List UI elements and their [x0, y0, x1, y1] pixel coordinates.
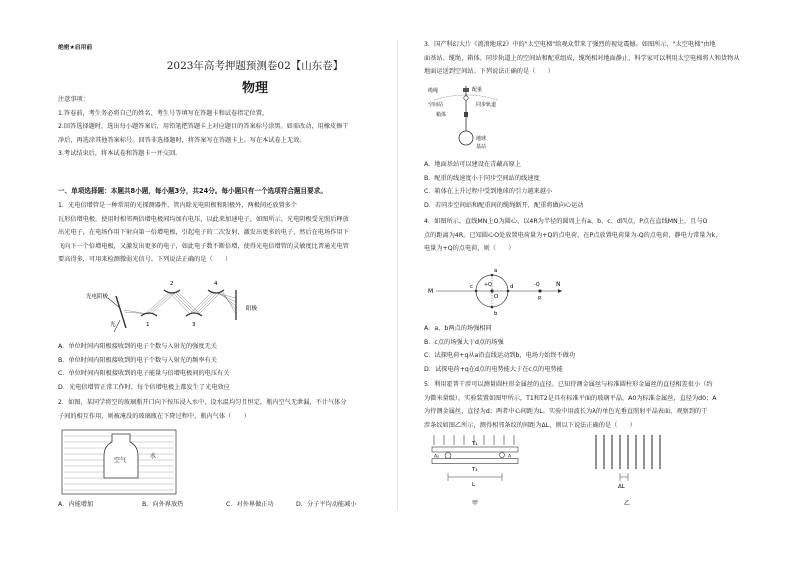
- section-heading: 一、单项选择题：本题共8小题，每小题3分，共24分。每小题只有一个选项符合题目要求。: [58, 187, 327, 195]
- q2-option-d: D．分子平均动能减小: [296, 501, 357, 508]
- l-label: L: [472, 482, 476, 488]
- fig-jia-label: 甲: [472, 500, 479, 507]
- base-label: 基站: [476, 144, 487, 150]
- cathode-label: 光电阴极: [86, 294, 109, 300]
- label-d: d: [510, 284, 514, 290]
- q4-options: [424, 322, 759, 376]
- counterweight-label: 配重: [472, 87, 483, 93]
- q4-option-d: D．试探电荷+q在d点的电势能大于在c点的电势能: [424, 365, 563, 373]
- label-minus-q: -Q: [534, 283, 540, 288]
- q1-option-d: D．光电倍增管正常工作时，每个倍增电极上都发生了光电效应: [58, 383, 230, 391]
- fig-yi-label: 乙: [624, 500, 631, 507]
- label-p: P: [538, 296, 542, 302]
- space-station: [464, 96, 468, 100]
- bottle-water-figure: [60, 428, 178, 496]
- water-label: 水: [150, 453, 157, 460]
- q2-option-a: A．内能增加: [58, 501, 94, 508]
- q5-line: 5．利用霍普干涉可以测量圆柱形金属丝的直径。已知待测金属丝与标准圆柱形金属丝的直径相差很小（约: [424, 381, 713, 388]
- q1-line: 要高得多，可用来检测微弱光信号。下列说法正确的是（ ）: [58, 256, 232, 264]
- question-4: [424, 215, 759, 256]
- counterweight: [463, 88, 469, 92]
- q4-line: 电量为+Q的点电荷，则（ ）: [424, 245, 515, 253]
- q4-line: 4．如图所示，直线MN上O为圆心、以4R为半径的圆周上有a、b、c、d四点，P点在直线MN上，且与O: [424, 218, 708, 225]
- interference-setup-figure: [428, 433, 528, 511]
- interference-fringes-figure: [588, 433, 678, 511]
- q4-option-a: A．a、b两点的场强相同: [424, 325, 492, 332]
- note-item: 2.回答选择题时，选出每小题答案后，用铅笔把答题卡上对应题目的答案标号涂黑。如需改动，用橡皮擦干: [58, 123, 349, 131]
- label-plus-q: +Q: [484, 283, 492, 288]
- q3-line: 地面运送到空间站。下列说法正确的是（ ）: [424, 68, 554, 76]
- label-c: c: [470, 284, 474, 290]
- earth: [459, 131, 473, 145]
- q1-options: [58, 340, 390, 394]
- space-elevator-figure: [426, 84, 526, 154]
- q1-line: 出光电子，在电场作用下射向第一倍增电极，引起电子的二次发射，激发出更多的电子，然后在电场作用下: [58, 229, 349, 237]
- point-d: [507, 290, 510, 293]
- q4-option-c: C．试探电荷+q从a沿直线运动到b，电场力始终不做功: [424, 352, 576, 360]
- q1-line: 1．光电倍增管是一种常用的光探测器件，管内除光电阴极和阳极外，两极间还放置多个: [58, 202, 298, 209]
- wire-a: [500, 453, 505, 458]
- label-m: M: [428, 288, 434, 295]
- dynode-2-number: 2: [170, 281, 174, 287]
- note-item: 3.考试结束后，将本试卷和答题卡一并交回。: [58, 150, 182, 158]
- charge-p: [538, 289, 541, 292]
- dl-label: ΔL: [618, 484, 625, 490]
- q2-line: 2．如图，某同学将空的玻璃瓶开口向下按压浸入水中，设水温均匀且恒定，瓶内空气无泄漏，不计气体分: [58, 399, 347, 406]
- q3-option-a: A．地面基站可以建设在青藏高原上: [424, 161, 522, 168]
- dynode-1-number: 1: [146, 322, 150, 328]
- flat-t1: [432, 447, 518, 452]
- q5-line: 为待测金属丝，直径为d；两者中心间距为L。实验中用波长为λ的单色光垂直照射平晶表面，观察到的干: [424, 408, 708, 416]
- q2-option-b: B．向外界放热: [142, 501, 184, 508]
- wire-a0: [445, 453, 451, 459]
- q5-line: 涉条纹如图乙所示，测得相邻条纹的间距为ΔL，则以下说法正确的是（ ）: [424, 421, 636, 429]
- q1-option-c: C．单位时间内阳极接收到的电子能量与倍增电极间的电压有关: [58, 370, 230, 378]
- note-item: 净后，再选涂其他答案标号。回答非选择题时，将答案写在答题卡上。写在本试卷上无效。: [58, 136, 306, 144]
- t2-label: T₂: [472, 467, 478, 473]
- earth-label: 地球: [476, 136, 487, 142]
- dynode-4-number: 4: [214, 281, 218, 287]
- flat-t2: [432, 459, 518, 464]
- q2-option-c: C．对外界做正功: [226, 501, 274, 508]
- q3-option-c: C．箱体在上升过程中受到地球的引力越来越小: [424, 188, 553, 196]
- question-5: [424, 378, 759, 432]
- photomultiplier-figure: [86, 276, 276, 334]
- question-1: [58, 199, 390, 267]
- exam-title: 2023年高考押题预测卷02【山东卷】: [166, 60, 344, 72]
- point-a: [491, 274, 494, 277]
- q3-line: 3．国产科幻大片《流浪地球2》中的"太空电梯"给观众带来了强烈的视觉震撼。如图所示，"太空电梯"由地: [424, 41, 716, 48]
- q2-options: [58, 499, 390, 509]
- dynode-3-number: 3: [192, 322, 196, 328]
- q3-line: 面基站、缆绳、箱体、同步轨道上的空间站和配重组成，缆绳相对地面静止，科学家可以利用太空电梯将人和货物从: [424, 54, 740, 62]
- q3-option-b: B．配重的线速度小于同步空间站的线速度: [424, 174, 540, 182]
- q1-option-b: B．单位时间内阳极接收到的电子个数与入射光的频率有关: [58, 356, 217, 364]
- q4-line: 点的距离为4R。已知圆心O处放置电荷量为+Q的点电荷，在P点放置电荷量为-Q的点电荷，静电力常量为k，: [424, 231, 722, 239]
- point-b: [491, 306, 494, 309]
- electron-paths: [124, 292, 236, 314]
- secret-mark: 绝密★启用前: [58, 45, 93, 51]
- light-label: 光: [110, 322, 116, 328]
- q4-option-b: B．c点的场强大于d点的场强: [424, 338, 504, 346]
- label-o: O: [494, 294, 499, 300]
- charge-field-figure: [426, 262, 566, 320]
- label-n: N: [556, 281, 561, 288]
- question-3: [424, 38, 759, 79]
- point-c: [475, 290, 478, 293]
- label-a: a: [494, 268, 498, 274]
- dynode-2: [164, 290, 180, 293]
- t1-label: T₁: [472, 441, 478, 447]
- notes: [58, 93, 388, 161]
- notes-heading: 注意事项：: [58, 96, 89, 103]
- label-b: b: [494, 311, 498, 317]
- cable-label: 缆绳: [428, 88, 439, 94]
- q2-line: 子间的相互作用，则被淹没的玻璃瓶在下降过程中，瓶内气体（ ）: [58, 412, 250, 420]
- air-label: 空气: [114, 457, 127, 464]
- note-item: 1.答卷前，考生务必将自己的姓名、考生号等填写在答题卡和试卷指定位置。: [58, 109, 269, 117]
- question-2: [58, 396, 390, 423]
- cabin-label: 箱体: [436, 112, 447, 118]
- subject-title: 物理: [241, 81, 268, 96]
- column-divider: [397, 40, 398, 510]
- q1-line: 飞向下一个倍增电极，又激发出更多的电子，如此电子数不断倍增，使得光电倍增管的灵敏度比普通光电管: [58, 242, 349, 250]
- anode-label: 阳极: [246, 306, 258, 312]
- q1-option-a: A．单位时间内阳极接收到的电子个数与入射光的强度无关: [58, 343, 217, 350]
- station-label: 空间站: [428, 102, 444, 108]
- q1-line: 瓦形倍增电极。使用时相邻两倍增电极间均加有电压，以此来加速电子。如图所示，光电阴极受光照后释放: [58, 215, 349, 223]
- orbit-label: 同步轨道: [476, 102, 497, 108]
- arrow-icon: [558, 289, 562, 293]
- a-label: A: [508, 454, 512, 460]
- q5-line: 为微米量级），实验装置如图甲所示，T1和T2是具有标准平面的玻璃平晶，A0为标准金属丝，直径为d0；A: [424, 394, 717, 402]
- fringe-lines: [596, 435, 660, 469]
- cabin: [464, 112, 468, 117]
- a0-label: A₀: [434, 454, 439, 460]
- q3-option-d: D．若同步空间站和配重间的缆绳断开，配重将做向心运动: [424, 201, 584, 209]
- q3-options: [424, 158, 759, 212]
